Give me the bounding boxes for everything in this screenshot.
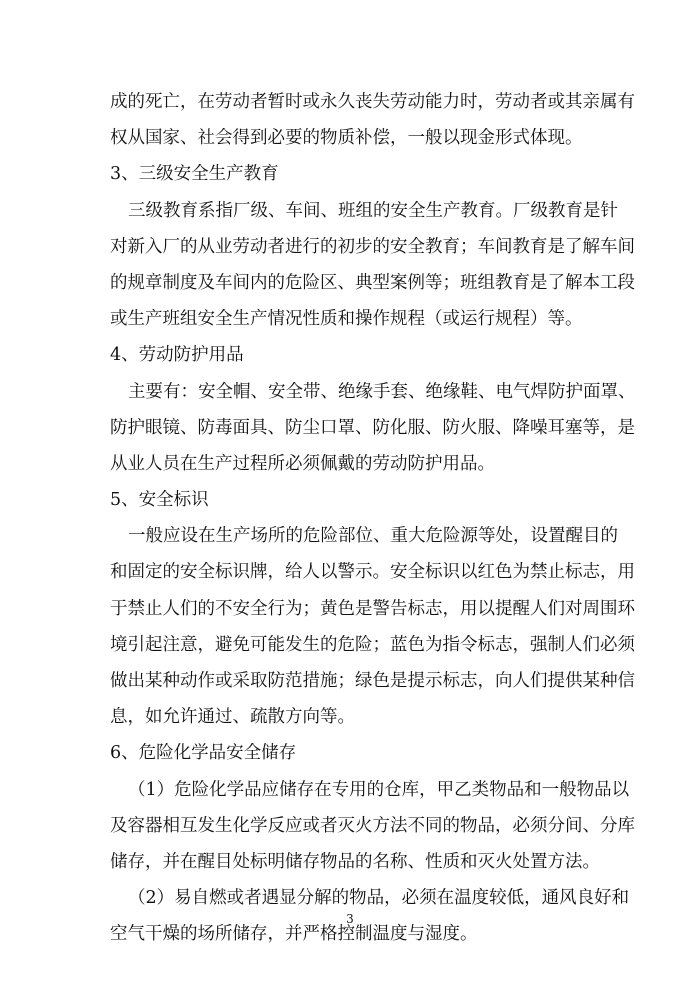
body-line: 或生产班组安全生产情况性质和操作规程（或运行规程）等。 xyxy=(110,309,583,330)
body-line: （2）易自燃或者遇显分解的物品，必须在温度较低，通风良好和 xyxy=(128,888,630,909)
body-line: 从业人员在生产过程所必须佩戴的劳动防护用品。 xyxy=(110,453,495,474)
page-body xyxy=(110,84,636,953)
section-heading: 4、劳动防护用品 xyxy=(110,345,244,366)
body-line: 权从国家、社会得到必要的物质补偿，一般以现金形式体现。 xyxy=(110,128,583,149)
body-line: 主要有：安全帽、安全带、绝缘手套、绝缘鞋、电气焊防护面罩、 xyxy=(128,381,636,402)
body-line: 成的死亡，在劳动者暂时或永久丧失劳动能力时，劳动者或其亲属有 xyxy=(110,92,635,112)
page-number: 3 xyxy=(346,912,354,926)
body-line: 做出某种动作或采取防范措施；绿色是提示标志，向人们提供某种信 xyxy=(110,671,635,691)
body-line: 的规章制度及车间内的危险区、典型案例等；班组教育是了解本工段 xyxy=(110,272,635,293)
body-line: 一般应设在生产场所的危险部位、重大危险源等处，设置醒目的 xyxy=(128,526,618,547)
body-line: 息，如允许通过、疏散方向等。 xyxy=(110,707,355,728)
body-line: 防护眼镜、防毒面具、防尘口罩、防化服、防火服、降噪耳塞等，是 xyxy=(110,417,635,438)
body-line: 空气干燥的场所储存，并严格控制温度与湿度。 xyxy=(110,924,478,945)
body-line: 和固定的安全标识牌，给人以警示。安全标识以红色为禁止标志，用 xyxy=(110,562,635,583)
body-line: 于禁止人们的不安全行为；黄色是警告标志，用以提醒人们对周围环 xyxy=(110,598,635,619)
section-heading: 3、三级安全生产教育 xyxy=(110,164,279,185)
body-line: 储存，并在醒目处标明储存物品的名称、性质和灭火处置方法。 xyxy=(110,851,600,872)
body-line: 及容器相互发生化学反应或者灭火方法不同的物品，必须分间、分库 xyxy=(110,815,635,836)
section-heading: 6、危险化学品安全储存 xyxy=(110,743,297,764)
body-line: （1）危险化学品应储存在专用的仓库，甲乙类物品和一般物品以 xyxy=(128,779,630,800)
body-line: 境引起注意，避免可能发生的危险；蓝色为指令标志，强制人们必须 xyxy=(110,634,635,655)
body-line: 三级教育系指厂级、车间、班组的安全生产教育。厂级教育是针 xyxy=(128,200,618,221)
body-line: 对新入厂的从业劳动者进行的初步的安全教育；车间教育是了解车间 xyxy=(110,236,635,257)
section-heading: 5、安全标识 xyxy=(110,490,209,511)
